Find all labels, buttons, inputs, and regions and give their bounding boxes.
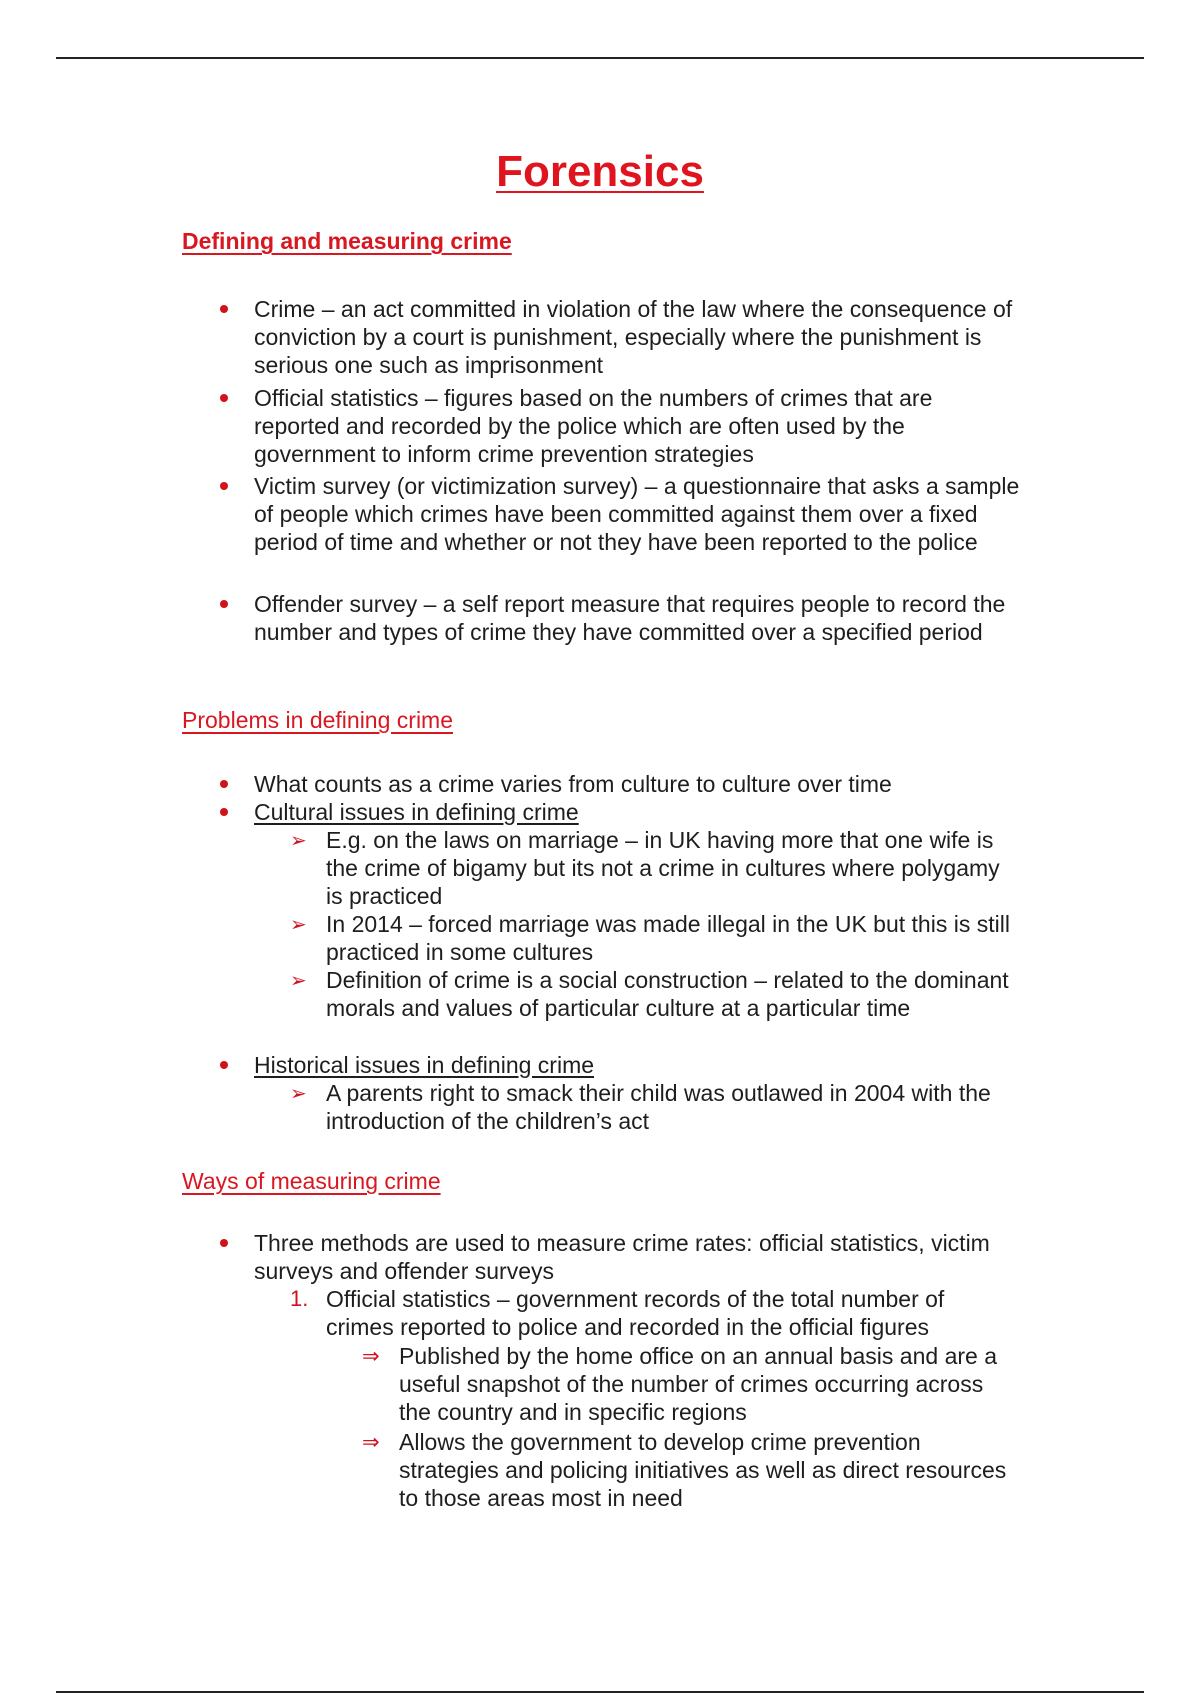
list-item: Crime – an act committed in violation of the law where the consequence of conviction by a court is punishment, especially where the punishment is serious one such as imprisonment <box>254 296 1013 379</box>
list-item: Allows the government to develop crime prevention strategies and policing initiatives as well as direct resources to those areas most in need <box>399 1429 1007 1512</box>
list-item: Definition of crime is a social construction – related to the dominant morals and values of particular culture at a particular time <box>326 967 1009 1022</box>
historical-issues-heading: Historical issues in defining crime <box>254 1052 595 1078</box>
list-item: Published by the home office on an annual basis and are a useful snapshot of the number of crimes occurring across the country and in specific regions <box>399 1343 997 1426</box>
arrow-bullet-icon: ➢ <box>290 1081 307 1105</box>
cultural-issues-heading: Cultural issues in defining crime <box>254 799 579 825</box>
arrow-bullet-icon: ➢ <box>290 828 307 852</box>
arrow-bullet-icon: ➢ <box>290 912 307 936</box>
double-arrow-icon: ⇒ <box>362 1344 380 1368</box>
numbered-item: Official statistics – government records of the total number of crimes reported to police and recorded in the official figures <box>326 1286 945 1341</box>
section-heading-measuring: Ways of measuring crime <box>182 1168 441 1194</box>
top-rule <box>56 57 1144 59</box>
list-item: In 2014 – forced marriage was made illegal in the UK but this is still practiced in some cultures <box>326 911 1010 966</box>
list-item: What counts as a crime varies from culture to culture over time <box>254 771 892 797</box>
bottom-rule <box>56 1691 1144 1693</box>
section-heading-defining: Defining and measuring crime <box>182 228 512 254</box>
list-item: A parents right to smack their child was outlawed in 2004 with the introduction of the children’s act <box>326 1080 991 1135</box>
list-item: E.g. on the laws on marriage – in UK having more that one wife is the crime of bigamy but its not a crime in cultures where polygamy is practiced <box>326 827 1000 910</box>
list-item: Victim survey (or victimization survey) – a questionnaire that asks a sample of people which crimes have been committed against them over a fixed period of time and whether or not they have been reported to the police <box>254 473 1020 556</box>
section-heading-problems: Problems in defining crime <box>182 707 454 733</box>
list-item: Three methods are used to measure crime rates: official statistics, victim surveys and offender surveys <box>254 1230 990 1285</box>
page-title: Forensics <box>496 147 704 196</box>
number-marker: 1. <box>290 1286 309 1311</box>
list-item: Official statistics – figures based on the numbers of crimes that are reported and recorded by the police which are often used by the government to inform crime prevention strategies <box>254 385 933 468</box>
arrow-bullet-icon: ➢ <box>290 968 307 992</box>
list-item: Offender survey – a self report measure that requires people to record the number and types of crime they have committed over a specified period <box>254 591 1006 646</box>
double-arrow-icon: ⇒ <box>362 1430 380 1454</box>
